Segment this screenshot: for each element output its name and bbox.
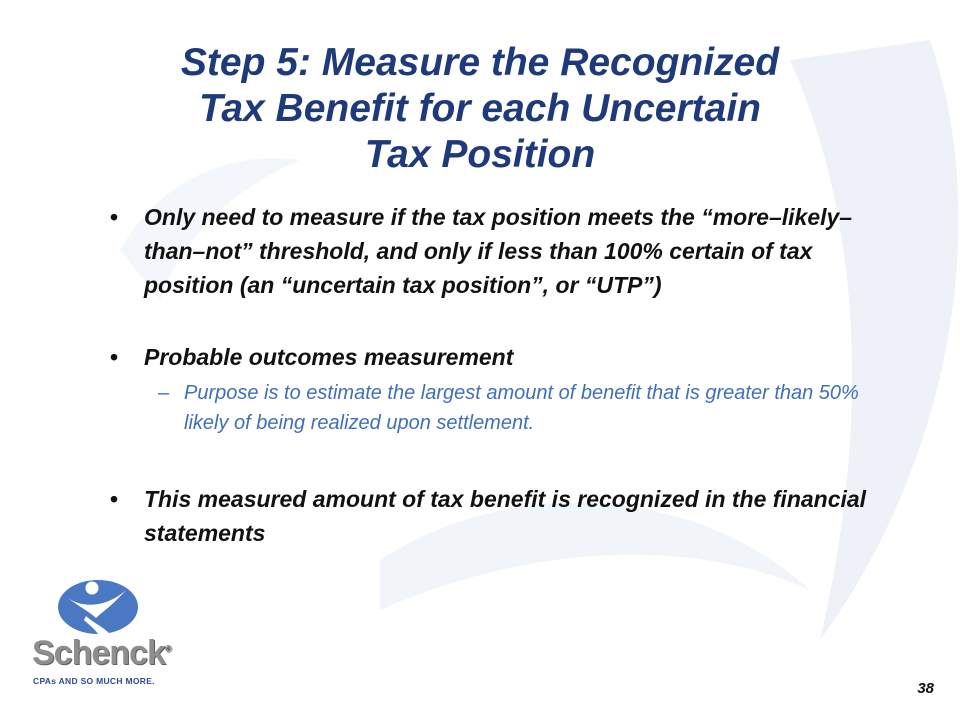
page-number: 38 — [917, 680, 934, 697]
bullet-text: Only need to measure if the tax position meets the “more–likely–than–not” threshold, and only if less than 100% certain of tax position (an “uncertain tax position”, or “UTP”) — [144, 204, 853, 298]
bullet-marker: • — [110, 344, 119, 370]
title-line: Tax Benefit for each Uncertain — [198, 87, 762, 130]
sub-bullet-marker: – — [158, 382, 170, 404]
logo-name: Schenck® — [32, 634, 171, 672]
schenck-logo — [30, 576, 170, 686]
sub-bullet-text: Purpose is to estimate the largest amount of benefit that is greater than 50% likely of being realized upon settlement. — [184, 382, 859, 434]
bullet-marker: • — [110, 486, 119, 512]
bullet-text: Probable outcomes measurement — [144, 344, 514, 370]
slide-content — [108, 200, 908, 550]
slide-title — [60, 40, 900, 178]
logo-tagline: CPAs AND SO MUCH MORE. — [33, 676, 155, 686]
bullet-text: This measured amount of tax benefit is recognized in the financial statements — [144, 486, 867, 546]
bullet-item — [108, 200, 908, 302]
sub-bullet-item — [158, 378, 908, 438]
bullet-item — [108, 340, 908, 374]
bullet-item — [108, 482, 908, 550]
title-line: Step 5: Measure the Recognized — [180, 41, 780, 84]
title-line: Tax Position — [364, 133, 596, 176]
schenck-figure-logo-icon — [30, 576, 170, 636]
bullet-marker: • — [110, 204, 119, 230]
